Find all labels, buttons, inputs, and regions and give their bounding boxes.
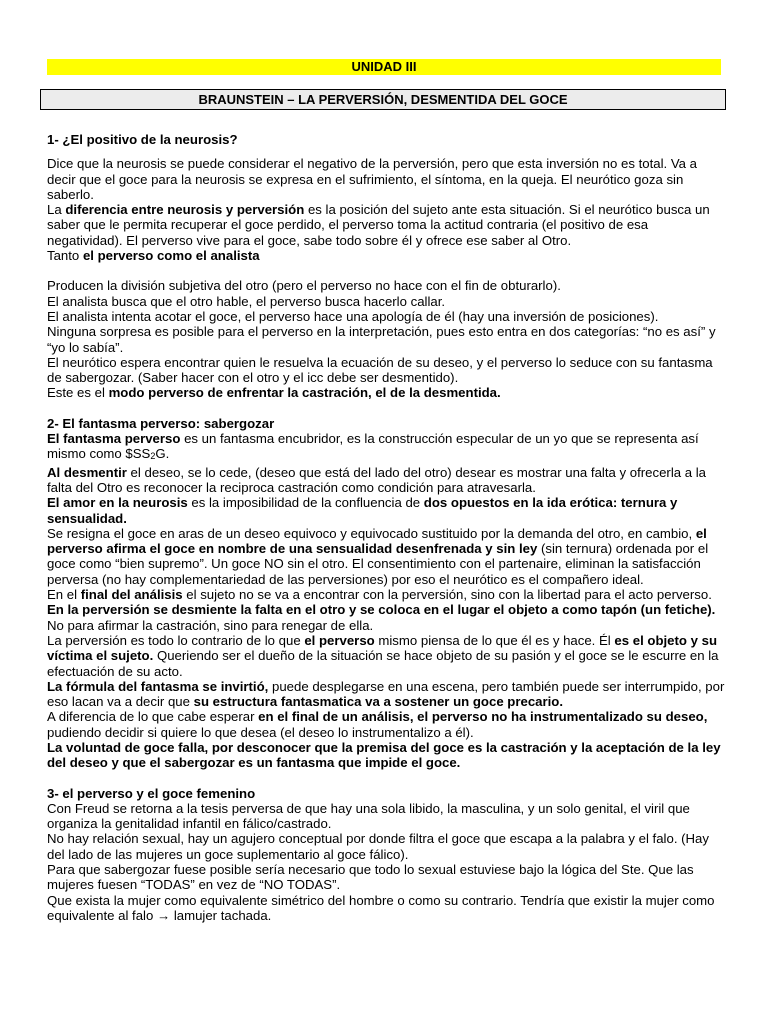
unit-header: UNIDAD III [47, 59, 721, 75]
s1-paragraph: Este es el modo perverso de enfrentar la castración, el de la desmentida. [47, 385, 501, 401]
s2-paragraph: Al desmentir el deseo, se lo cede, (deseo que está del lado del otro) desear es mostrar una falta y ofrecerla a la falta del Otro es reconocer la reciproca castración como condición para atravesarla. [47, 464, 707, 495]
s1-paragraph: Producen la división subjetiva del otro (pero el perverso no hace con el fin de obturarlo). [47, 278, 561, 294]
s2-paragraph: El amor en la neurosis es la imposibilidad de la confluencia de dos opuestos en la ida erótica: ternura y sensualidad. [47, 495, 678, 526]
s2-paragraph: La fórmula del fantasma se invirtió, puede desplegarse en una escena, pero también puede ser interrumpido, por eso lacan va a decir que su estructura fantasmatica va a sostener un goce precario. [47, 678, 725, 710]
s3-paragraph: Que exista la mujer como equivalente simétrico del hombre o como su contrario. Tendría que existir la mujer como equivalente al falo → lamujer tachada. [47, 892, 715, 923]
s3-paragraph: Para que sabergozar fuese posible sería necesario que todo lo sexual estuviese bajo la lógica del Ste. Que las mujeres fuesen “TODAS” en vez de “NO TODAS”. [47, 862, 694, 893]
s2-paragraph: El fantasma perverso es un fantasma encubridor, es la construcción especular de un yo que se representa así mismo como $\$SS_2G$. [47, 431, 699, 462]
s1-paragraph: El analista intenta acotar el goce, el perverso hace una apología de él (hay una inversión de posiciones). [47, 308, 659, 324]
s1-paragraph: La diferencia entre neurosis y perversión es la posición del sujeto ante esta situación. Si el neurótico busca un saber que le permita recuperar el goce perdido, el perverso toma la actitud contraria (el positivo de esa negatividad). El perverso vive para el goce, sabe todo sobre él y ofrece ese saber al Otro. [47, 202, 710, 248]
document-title: BRAUNSTEIN – LA PERVERSIÓN, DESMENTIDA DEL GOCE [40, 89, 726, 110]
s3-paragraph: No hay relación sexual, hay un agujero conceptual por donde filtra el goce que escapa a la palabra y el falo. (Hay del lado de las mujeres un goce suplementario al goce fálico). [47, 831, 709, 862]
section-2-heading: 2- El fantasma perverso: sabergozar [47, 415, 275, 431]
s1-paragraph: Tanto el perverso como el analista [47, 248, 260, 264]
s3-paragraph: Con Freud se retorna a la tesis perversa de que hay una sola libido, la masculina, y un solo genital, el viril que organiza la genitalidad infantil en fálico/castrado. [47, 800, 690, 832]
document-body [47, 132, 727, 923]
right-arrow-icon: → [156, 907, 171, 923]
s1-paragraph: El analista busca que el otro hable, el perverso busca hacerlo callar. [47, 293, 446, 309]
s2-paragraph: La voluntad de goce falla, por desconocer que la premisa del goce es la castración y la aceptación de la ley del deseo y que el sabergozar es un fantasma que impide el goce. [47, 739, 721, 771]
section-1-heading: 1- ¿El positivo de la neurosis? [47, 132, 238, 147]
s2-paragraph: Se resigna el goce en aras de un deseo equivoco y equivocado sustituido por la demanda del otro, en cambio, el perverso afirma el goce en nombre de una sensualidad desenfrenada y sin ley (sin ternura) ordenada por el goce como “bien supremo”. Un goce NO sin el otro. El consentimiento con el partenaire, eliminan la satisfacción perversa (no hay complementariedad de las perversiones) por eso el neurótico es el compañero ideal. [47, 525, 709, 587]
s1-paragraph: Ninguna sorpresa es posible para el perverso en la interpretación, pues esto entra en dos categorías: “no es así” y “yo lo sabía”. [47, 324, 716, 355]
section-3-heading: 3- el perverso y el goce femenino [47, 785, 256, 801]
s1-paragraph: Dice que la neurosis se puede considerar el negativo de la perversión, pero que esta inversión no es total. Va a decir que el goce para la neurosis se expresa en el sufrimiento, el síntoma, en la queja. El neurótico goza sin saberlo. [47, 156, 698, 202]
s2-paragraph: A diferencia de lo que cabe esperar en el final de un análisis, el perverso no ha instrumentalizado su deseo, pudiendo decidir si quiere lo que desea (el deseo lo instrumentalizo a él). [47, 709, 708, 740]
s2-paragraph: La perversión es todo lo contrario de lo que el perverso mismo piensa de lo que él es y hace. Él es el objeto y su víctima el sujeto. Queriendo ser el dueño de la situación se hace objeto de su pasión y el goce se le escurre en la efectuación de su acto. [47, 632, 719, 679]
s1-paragraph: El neurótico espera encontrar quien le resuelva la ecuación de su deseo, y el perverso lo seduce con su fantasma de sabergozar. (Saber hacer con el otro y el icc debe ser desmentido). [47, 354, 713, 386]
s2-paragraph: En el final del análisis el sujeto no se va a encontrar con la perversión, sino con la libertad para el acto perverso. En la perversión se desmiente la falta en el otro y se coloca en el lugar el objeto a como tapón (un fetiche). No para afirmar la castración, sino para renegar de ella. [47, 587, 716, 633]
